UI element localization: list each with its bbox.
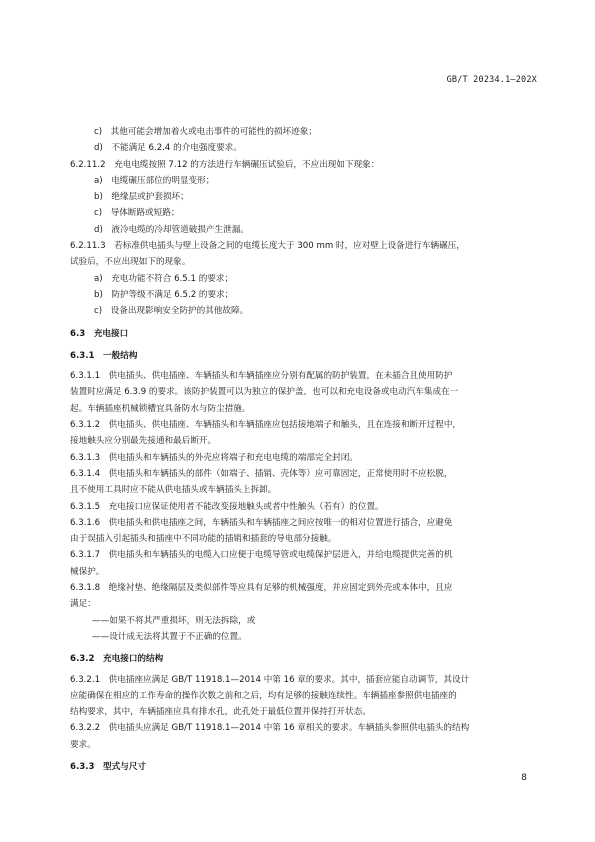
clause-6-3-1-2-l1: 6.3.1.2 供电插头、供电插座、车辆插头和车辆插座应包括接地端子和触头，且在连接和断开过程中， bbox=[70, 420, 462, 431]
clause-6-3-1-2-l2: 接地触头应分别最先接通和最后断开。 bbox=[70, 436, 217, 447]
item-c-fire: c) 其他可能会增加着火或电击事件的可能性的损坏迹象； bbox=[94, 127, 317, 137]
section-6-3: 6.3 充电接口 bbox=[70, 328, 129, 339]
section-6-3-3: 6.3.3 型式与尺寸 bbox=[70, 761, 147, 772]
clause-6-3-1-3: 6.3.1.3 供电插头和车辆插头的外壳应将端子和充电电缆的端部完全封闭。 bbox=[70, 452, 358, 463]
clause-6-3-1-5: 6.3.1.5 充电接口应保证使用者不能改变接地触头或者中性触头（若有）的位置。 bbox=[70, 501, 384, 512]
item-d-coolant: d) 液冷电缆的冷却管道破损产生泄漏。 bbox=[94, 224, 249, 235]
clause-6-3-1-1-l1: 6.3.1.1 供电插头、供电插座、车辆插头和车辆插座应分别有配属的防护装置，在未插合且使用防护 bbox=[70, 371, 453, 382]
item-c-short: c) 导体断路或短路； bbox=[94, 208, 180, 219]
item-b-damage: b) 绝缘层或护套损坏； bbox=[94, 192, 189, 203]
item-b-ip: b) 防护等级不满足 6.5.2 的要求； bbox=[94, 289, 234, 300]
clause-6-3-1-1-l3: 起。车辆插座机械锁槽宜具备防水与防尘措施。 bbox=[70, 403, 251, 414]
clause-6-3-1-6-l1: 6.3.1.6 供电插头和供电插座之间，车辆插头和车辆插座之间应按唯一的相对位置进行插合，应避免 bbox=[70, 517, 453, 528]
clause-6-3-1-4-l2: 且不使用工具时应不能从供电插头或车辆插头上拆卸。 bbox=[70, 485, 277, 496]
clause-6-2-11-3-cont: 试验后，不应出现如下的现象。 bbox=[70, 257, 191, 268]
clause-6-3-1-8-l1: 6.3.1.8 绝缘衬垫、绝缘隔层及类似部件等应具有足够的机械强度，并应固定到外壳或本体中，且应 bbox=[70, 583, 453, 594]
item-c-safety: c) 设备出现影响安全防护的其他故障。 bbox=[94, 306, 249, 317]
clause-6-3-2-1-l3: 结构要求，其中，车辆插座应具有排水孔，此孔处于最低位置并保持打开状态。 bbox=[70, 707, 371, 718]
item-d-dielectric: d) 不能满足 6.2.4 的介电强度要求。 bbox=[94, 143, 242, 154]
item-a-charge: a) 充电功能不符合 6.5.1 的要求； bbox=[94, 273, 234, 284]
clause-6-3-2-2-l1: 6.3.2.2 供电插头应满足 GB/T 11918.1—2014 中第 16 章相关的要求。车辆插头参照供电插头的结构 bbox=[70, 723, 470, 734]
standard-number-header: GB/T 20234.1—202X bbox=[446, 75, 537, 85]
clause-6-3-2-2-l2: 要求。 bbox=[70, 739, 96, 750]
page-number: 8 bbox=[521, 773, 527, 783]
clause-6-3-1-7-l2: 械保护。 bbox=[70, 566, 105, 577]
dash-1: ——如果不将其严重损坏，则无法拆除，或 bbox=[92, 615, 256, 626]
dash-2: ——设计成无法将其置于不正确的位置。 bbox=[92, 631, 247, 642]
clause-6-3-1-6-l2: 由于误插入引起插头和插座中不同功能的插销和插套的导电部分接触。 bbox=[70, 534, 337, 545]
clause-6-3-1-8-l2: 满足： bbox=[70, 599, 96, 610]
section-6-3-1: 6.3.1 一般结构 bbox=[70, 350, 138, 361]
clause-6-3-1-4-l1: 6.3.1.4 供电插头和车辆插头的部件（如端子、插销、壳体等）应可靠固定，正常使用时不应松脱， bbox=[70, 468, 453, 479]
clause-6-2-11-3: 6.2.11.3 若标准供电插头与壁上设备之间的电缆长度大于 300 mm 时，应对壁上设备进行车辆碾压， bbox=[70, 241, 465, 252]
clause-6-3-2-1-l1: 6.3.2.1 供电插座应满足 GB/T 11918.1—2014 中第 16 章的要求。其中，插套应能自动调节，其设计 bbox=[70, 674, 470, 685]
document-body bbox=[70, 124, 538, 779]
clause-6-3-1-1-l2: 装置时应满足 6.3.9 的要求。该防护装置可以为独立的保护盖，也可以和充电设备或电动汽车集成在一 bbox=[70, 387, 459, 398]
clause-6-3-2-1-l2: 应能确保在相应的工作寿命的操作次数之前和之后，均有足够的接触连续性。车辆插座参照供电插座的 bbox=[70, 690, 457, 701]
item-a-deform: a) 电缆碾压部位的明显变形； bbox=[94, 175, 215, 186]
clause-6-3-1-7-l1: 6.3.1.7 供电插头和车辆插头的电缆入口应便于电缆导管或电缆保护层进入，并给电缆提供完善的机 bbox=[70, 550, 453, 561]
section-6-3-2: 6.3.2 充电接口的结构 bbox=[70, 654, 164, 665]
clause-6-2-11-2: 6.2.11.2 充电电缆按照 7.12 的方法进行车辆碾压试验后，不应出现如下现象： bbox=[70, 159, 380, 170]
